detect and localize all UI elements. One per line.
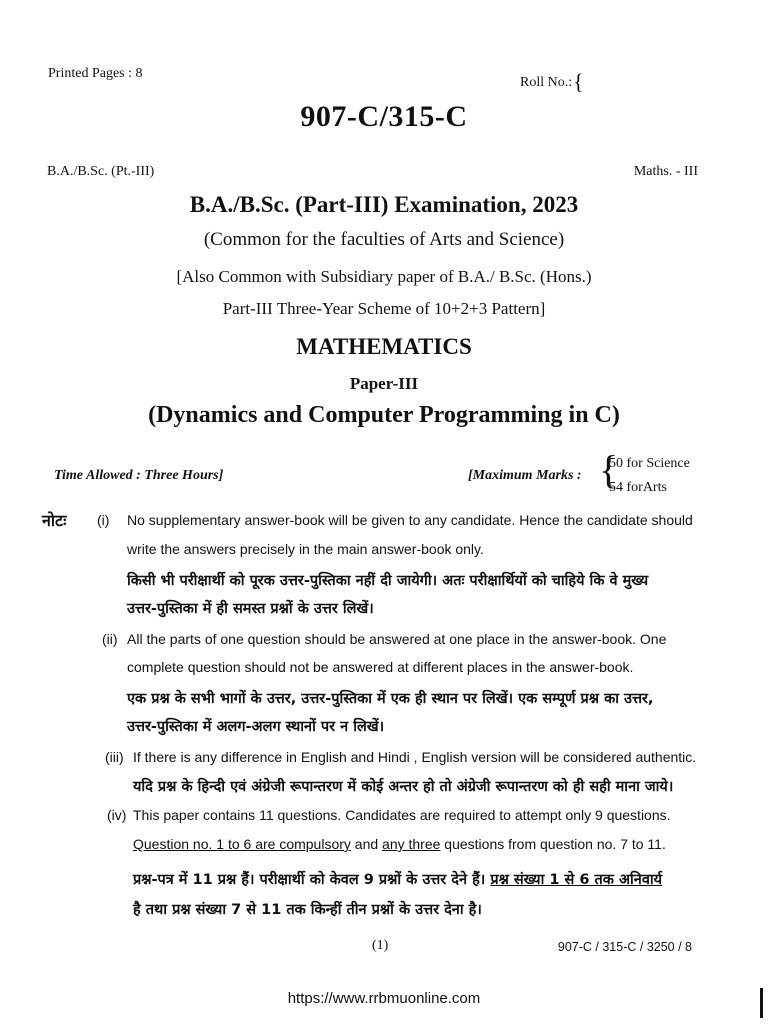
footer-code: 907-C / 315-C / 3250 / 8 <box>557 940 692 954</box>
common-line-2: [Also Common with Subsidiary paper of B.A./ B.Sc. (Hons.) <box>176 267 592 286</box>
marks-science: 50 for Science <box>609 456 690 471</box>
common-line-3: Part-III Three-Year Scheme of 10+2+3 Pattern] <box>222 299 546 318</box>
note-text-hi <box>133 869 662 889</box>
note-text-fragment: questions from question no. 7 to 11. <box>440 836 666 852</box>
marks-brace: { <box>599 447 619 492</box>
course-short: B.A./B.Sc. (Pt.-III) <box>47 164 155 179</box>
subject-title: MATHEMATICS <box>296 334 472 359</box>
note-text-hi: यदि प्रश्न के हिन्दी एवं अंग्रेजी रूपान्तरण में कोई अन्तर हो तो अंग्रेजी रूपान्तरण को ही सही माना जाये। <box>133 779 674 795</box>
paper-title: (Dynamics and Computer Programming in C) <box>148 402 620 428</box>
max-marks-label: [Maximum Marks : <box>468 468 582 483</box>
note-text-en: No supplementary answer-book will be given to any candidate. Hence the candidate should <box>127 512 693 528</box>
footer-url: https://www.rrbmuonline.com <box>287 990 481 1007</box>
note-text-fragment: प्रश्न-पत्र में 11 प्रश्न हैं। परीक्षार्थी को केवल 9 प्रश्नों के उत्तर देने हैं। <box>133 872 491 888</box>
note-text-hi: उत्तर-पुस्तिका में अलग-अलग स्थानों पर न लिखें। <box>127 719 385 735</box>
note-text-en <box>133 836 666 852</box>
roll-no-brace: { <box>573 69 584 94</box>
note-label: नोटः <box>42 513 67 530</box>
paper-code: 907-C/315-C <box>300 100 468 133</box>
note-text-hi: है तथा प्रश्न संख्या 7 से 11 तक किन्हीं तीन प्रश्नों के उत्तर देना है। <box>133 902 482 918</box>
note-text-en: All the parts of one question should be answered at one place in the answer-book. One <box>127 631 667 647</box>
exam-title: B.A./B.Sc. (Part-III) Examination, 2023 <box>189 192 579 217</box>
note-text-en: If there is any difference in English and Hindi , English version will be considered authentic. <box>133 749 697 765</box>
note-number: (ii) <box>102 631 118 647</box>
roll-no-field <box>520 66 584 92</box>
note-text-hi: उत्तर-पुस्तिका में ही समस्त प्रश्नों के उत्तर लिखें। <box>127 601 374 617</box>
any-three-underline: any three <box>382 836 441 852</box>
compulsory-underline: Question no. 1 to 6 are compulsory <box>133 836 351 852</box>
note-text-hi: किसी भी परीक्षार्थी को पूरक उत्तर-पुस्तिका नहीं दी जायेगी। अतः परीक्षार्थियों को चाहिये कि वे मुख्य <box>127 573 649 589</box>
note-text-en: This paper contains 11 questions. Candidates are required to attempt only 9 questions. <box>133 807 671 823</box>
note-text-fragment: and <box>350 836 383 852</box>
time-allowed: Time Allowed : Three Hours] <box>54 468 224 483</box>
paper-number: Paper-III <box>349 374 419 393</box>
compulsory-hi-underline: प्रश्न संख्या 1 से 6 तक अनिवार्य <box>490 872 663 888</box>
note-text-en: write the answers precisely in the main answer-book only. <box>127 541 484 557</box>
note-text-hi: एक प्रश्न के सभी भागों के उत्तर, उत्तर-पुस्तिका में एक ही स्थान पर लिखें। एक सम्पूर्ण प्रश्न का उत्तर, <box>127 691 654 707</box>
printed-pages: Printed Pages : 8 <box>48 66 143 81</box>
note-text-en: complete question should not be answered at different places in the answer-book. <box>127 659 634 675</box>
note-number: (iv) <box>107 807 127 823</box>
scan-edge-mark <box>760 988 763 1018</box>
note-number: (i) <box>97 512 110 528</box>
marks-arts: 54 forArts <box>609 480 667 495</box>
common-line-1: (Common for the faculties of Arts and Science) <box>203 229 565 250</box>
roll-no-label: Roll No.: <box>520 75 573 90</box>
note-number: (iii) <box>105 749 124 765</box>
subject-short: Maths. - III <box>633 164 698 179</box>
page-number: (1) <box>372 938 389 953</box>
